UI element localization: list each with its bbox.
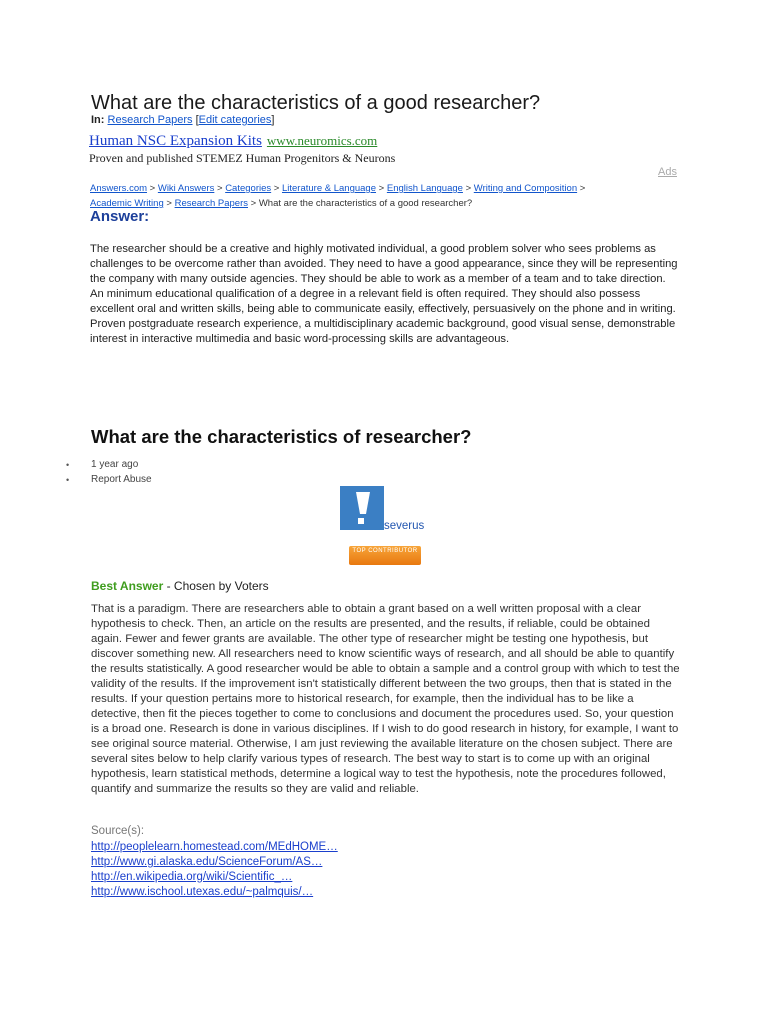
source-link[interactable]: http://en.wikipedia.org/wiki/Scientific_…: [91, 871, 293, 883]
username-link[interactable]: severus: [384, 520, 425, 532]
source-item: [91, 870, 338, 885]
answer-heading: Answer:: [90, 208, 150, 225]
breadcrumb-english-language[interactable]: English Language: [386, 183, 463, 194]
bracket-open: [: [195, 114, 199, 126]
best-answer-header: [91, 579, 269, 593]
breadcrumb-separator: >: [579, 183, 586, 194]
sources-list: [91, 840, 338, 900]
user-placeholder-icon: [340, 486, 384, 530]
posted-time: 1 year ago: [91, 459, 139, 470]
bracket-close: ]: [271, 114, 275, 126]
breadcrumb-writing-composition[interactable]: Writing and Composition: [473, 183, 578, 194]
breadcrumb-literature-language[interactable]: Literature & Language: [281, 183, 377, 194]
source-item: [91, 855, 338, 870]
category-link[interactable]: Research Papers: [107, 114, 193, 126]
ad-description: Proven and published STEMEZ Human Progenitors & Neurons: [89, 151, 396, 165]
source-link[interactable]: http://www.ischool.utexas.edu/~palmquis/…: [91, 886, 314, 898]
breadcrumb-separator: >: [465, 183, 472, 194]
breadcrumb-separator: >: [378, 183, 385, 194]
breadcrumb-wiki-answers[interactable]: Wiki Answers: [157, 183, 215, 194]
sources-label: Source(s):: [91, 825, 145, 837]
related-question-title: What are the characteristics of researcher?: [91, 426, 472, 447]
ad-headline: [89, 132, 377, 150]
breadcrumb-academic-writing[interactable]: Academic Writing: [90, 198, 164, 209]
breadcrumb-separator: >: [166, 198, 172, 209]
breadcrumb-categories[interactable]: Categories: [225, 183, 272, 194]
source-link[interactable]: http://peoplelearn.homestead.com/MEdHOME…: [91, 841, 338, 853]
in-label: In:: [91, 114, 105, 126]
avatar[interactable]: [340, 486, 384, 530]
category-line: [91, 114, 274, 126]
ads-label[interactable]: Ads: [658, 166, 677, 178]
ad-title-link[interactable]: Human NSC Expansion Kits: [89, 133, 262, 149]
top-contributor-badge: TOP CONTRIBUTOR: [349, 546, 421, 565]
breadcrumb-answers[interactable]: Answers.com: [90, 183, 148, 194]
source-link[interactable]: http://www.gi.alaska.edu/ScienceForum/AS…: [91, 856, 323, 868]
report-abuse-link[interactable]: Report Abuse: [91, 474, 152, 485]
question-title: What are the characteristics of a good researcher?: [91, 92, 541, 114]
best-answer-label: Best Answer: [91, 579, 164, 593]
bullet-icon: •: [66, 460, 70, 470]
best-answer-text: That is a paradigm. There are researchers able to obtain a grant based on a well written proposal with a clear hypothesis to check. Then, an article on the results are presented, and the results, if reliable, could be obtained again. Fewer and fewer grants are available. The other type of researcher might be testing one hypothesis, but discover something new. All researchers need to know scientific ways of research, and all should be able to quantify the results statistically. A good researcher would be able to obtain a sample and a control group with which to test the validity of the results. If the improvement isn't statistically different between the two groups, then that is stated in the results. If your question pertains more to historical research, for example, then the individual has to be like a detective, then fit the pieces together to come to conclusions and document the procedures used. So, your question is a broad one. Research is done in various disciplines. If I wish to do good research in history, for example, I want to see original source material. Otherwise, I am just reviewing the available literature on the chosen subject. There are several sites below to help clarify various types of research. The best way to start is to come up with an original hypothesis, learn statistical methods, determine a logical way to test the hypothesis, note the procedures followed, quantify and summarize the results so they are valid and reliable.: [91, 603, 680, 795]
source-item: [91, 885, 338, 900]
bullet-icon: •: [66, 475, 70, 485]
chosen-by-text: - Chosen by Voters: [163, 579, 269, 593]
edit-categories-link[interactable]: Edit categories: [198, 114, 272, 126]
breadcrumb-separator: >: [149, 183, 156, 194]
source-item: [91, 840, 338, 855]
breadcrumb-research-papers[interactable]: Research Papers: [174, 198, 248, 209]
ad-url-link[interactable]: www.neuromics.com: [266, 133, 378, 148]
breadcrumb-separator: >: [273, 183, 280, 194]
breadcrumb-separator: >: [250, 198, 257, 209]
breadcrumb-separator: >: [216, 183, 223, 194]
breadcrumb-current: What are the characteristics of a good researcher?: [258, 198, 473, 209]
breadcrumb: [90, 181, 610, 211]
answer-text: The researcher should be a creative and highly motivated individual, a good problem solver who sees problems as challenges to be overcome rather than avoided. They need to have a good appearance, since they will be representing the company with many outside agencies. They should be able to work as a member of a team and to take direction. An minimum educational qualification of a degree in a relevant field is often required. They should also possess excellent oral and written skills, being able to communicate easily, effectively, persuasively on the phone and in writing. Proven postgraduate research experience, a multidisciplinary academic background, good visual sense, demonstrable interest in interactive multimedia and basic word-processing skills are advantageous.: [90, 243, 678, 345]
